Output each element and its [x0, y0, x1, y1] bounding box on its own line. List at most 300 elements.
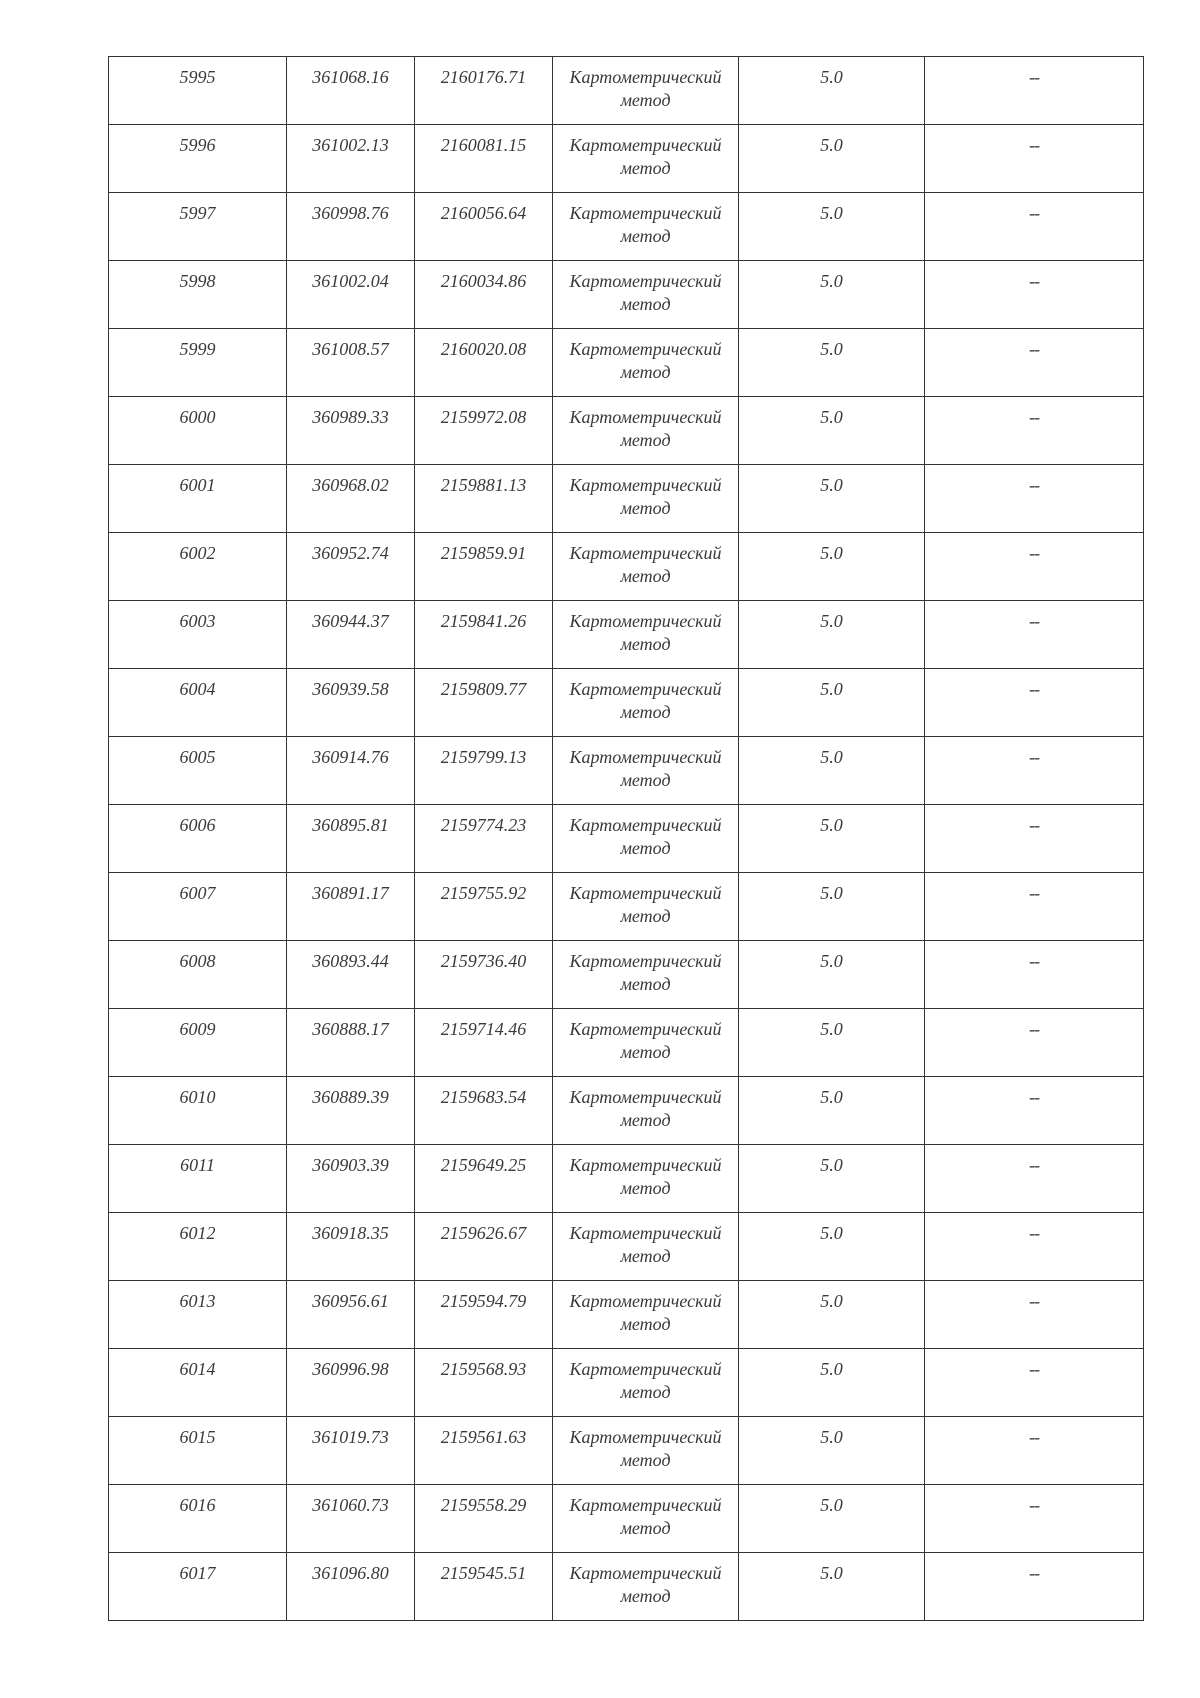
y-coordinate-cell-text: 2159736.40 — [440, 951, 527, 971]
y-coordinate-cell-text: 2159568.93 — [440, 1359, 527, 1379]
y-coordinate-cell-text: 2159626.67 — [440, 1223, 527, 1243]
accuracy-cell — [739, 601, 925, 669]
note-cell — [925, 397, 1144, 465]
y-coordinate-cell — [415, 737, 553, 805]
x-coordinate-cell-text: 360989.33 — [312, 407, 389, 427]
method-line-1: Картометрический — [569, 1291, 722, 1311]
method-line-1: Картометрический — [569, 1019, 722, 1039]
method-cell — [553, 1281, 739, 1349]
y-coordinate-cell-text: 2160056.64 — [440, 203, 527, 223]
point-number-cell-text: 6017 — [179, 1563, 216, 1583]
method-text — [553, 465, 738, 520]
note-cell-text: -- — [1029, 1019, 1039, 1039]
x-coordinate-cell — [287, 941, 415, 1009]
method-cell — [553, 261, 739, 329]
accuracy-cell — [739, 261, 925, 329]
method-line-1: Картометрический — [569, 611, 722, 631]
method-line-2: метод — [620, 1246, 671, 1266]
method-line-2: метод — [620, 158, 671, 178]
table-row — [109, 873, 1144, 941]
table-row — [109, 125, 1144, 193]
point-number-cell-text: 6016 — [179, 1495, 216, 1515]
method-line-1: Картометрический — [569, 951, 722, 971]
table-row — [109, 1553, 1144, 1621]
y-coordinate-cell-text: 2159561.63 — [440, 1427, 527, 1447]
note-cell — [925, 737, 1144, 805]
note-cell — [925, 1485, 1144, 1553]
method-cell — [553, 329, 739, 397]
method-line-1: Картометрический — [569, 135, 722, 155]
note-cell — [925, 1077, 1144, 1145]
table-row — [109, 737, 1144, 805]
point-number-cell — [109, 1009, 287, 1077]
table-row — [109, 1417, 1144, 1485]
note-cell — [925, 465, 1144, 533]
accuracy-cell-text: 5.0 — [820, 203, 843, 223]
note-cell-text: -- — [1029, 883, 1039, 903]
note-cell-text: -- — [1029, 135, 1039, 155]
point-number-cell-text: 5996 — [179, 135, 216, 155]
y-coordinate-cell — [415, 261, 553, 329]
y-coordinate-cell — [415, 1281, 553, 1349]
y-coordinate-cell-text: 2160176.71 — [440, 67, 527, 87]
note-cell — [925, 1349, 1144, 1417]
method-text — [553, 1417, 738, 1472]
accuracy-cell-text: 5.0 — [820, 1087, 843, 1107]
y-coordinate-cell — [415, 397, 553, 465]
y-coordinate-cell — [415, 57, 553, 125]
y-coordinate-cell-text: 2159649.25 — [440, 1155, 527, 1175]
point-number-cell-text: 6008 — [179, 951, 216, 971]
table-row — [109, 329, 1144, 397]
method-line-2: метод — [620, 838, 671, 858]
x-coordinate-cell — [287, 1009, 415, 1077]
note-cell — [925, 669, 1144, 737]
accuracy-cell — [739, 737, 925, 805]
x-coordinate-cell-text: 360888.17 — [312, 1019, 389, 1039]
note-cell-text: -- — [1029, 679, 1039, 699]
point-number-cell — [109, 805, 287, 873]
method-cell — [553, 1077, 739, 1145]
method-line-2: метод — [620, 226, 671, 246]
method-line-2: метод — [620, 498, 671, 518]
method-line-2: метод — [620, 430, 671, 450]
accuracy-cell-text: 5.0 — [820, 679, 843, 699]
method-text — [553, 261, 738, 316]
accuracy-cell-text: 5.0 — [820, 271, 843, 291]
method-cell — [553, 1349, 739, 1417]
note-cell-text: -- — [1029, 951, 1039, 971]
note-cell — [925, 873, 1144, 941]
y-coordinate-cell — [415, 125, 553, 193]
accuracy-cell-text: 5.0 — [820, 1019, 843, 1039]
table-row — [109, 1213, 1144, 1281]
x-coordinate-cell — [287, 533, 415, 601]
point-number-cell — [109, 669, 287, 737]
point-number-cell — [109, 125, 287, 193]
table-row — [109, 465, 1144, 533]
accuracy-cell-text: 5.0 — [820, 1427, 843, 1447]
method-cell — [553, 669, 739, 737]
note-cell — [925, 329, 1144, 397]
method-cell — [553, 1009, 739, 1077]
method-line-1: Картометрический — [569, 747, 722, 767]
note-cell — [925, 57, 1144, 125]
point-number-cell — [109, 465, 287, 533]
x-coordinate-cell — [287, 329, 415, 397]
x-coordinate-cell — [287, 601, 415, 669]
method-text — [553, 1077, 738, 1132]
accuracy-cell-text: 5.0 — [820, 475, 843, 495]
method-cell — [553, 737, 739, 805]
x-coordinate-cell-text: 361008.57 — [312, 339, 389, 359]
y-coordinate-cell — [415, 329, 553, 397]
note-cell-text: -- — [1029, 271, 1039, 291]
x-coordinate-cell-text: 360889.39 — [312, 1087, 389, 1107]
point-number-cell-text: 6003 — [179, 611, 216, 631]
method-text — [553, 57, 738, 112]
method-line-2: метод — [620, 702, 671, 722]
table-row — [109, 261, 1144, 329]
point-number-cell — [109, 57, 287, 125]
accuracy-cell-text: 5.0 — [820, 1291, 843, 1311]
note-cell-text: -- — [1029, 543, 1039, 563]
y-coordinate-cell — [415, 1145, 553, 1213]
note-cell — [925, 125, 1144, 193]
point-number-cell-text: 6009 — [179, 1019, 216, 1039]
accuracy-cell — [739, 1417, 925, 1485]
y-coordinate-cell-text: 2159809.77 — [440, 679, 527, 699]
method-text — [553, 1281, 738, 1336]
table-row — [109, 1485, 1144, 1553]
point-number-cell — [109, 1485, 287, 1553]
method-line-1: Картометрический — [569, 543, 722, 563]
accuracy-cell — [739, 669, 925, 737]
method-line-2: метод — [620, 770, 671, 790]
method-cell — [553, 397, 739, 465]
table-row — [109, 1349, 1144, 1417]
x-coordinate-cell — [287, 737, 415, 805]
x-coordinate-cell — [287, 1213, 415, 1281]
method-text — [553, 737, 738, 792]
x-coordinate-cell-text: 360952.74 — [312, 543, 389, 563]
note-cell-text: -- — [1029, 1359, 1039, 1379]
y-coordinate-cell-text: 2159799.13 — [440, 747, 527, 767]
point-number-cell-text: 6005 — [179, 747, 216, 767]
method-line-2: метод — [620, 1314, 671, 1334]
y-coordinate-cell-text: 2159558.29 — [440, 1495, 527, 1515]
method-cell — [553, 1417, 739, 1485]
x-coordinate-cell-text: 361002.04 — [312, 271, 389, 291]
point-number-cell — [109, 1213, 287, 1281]
note-cell — [925, 1553, 1144, 1621]
note-cell-text: -- — [1029, 747, 1039, 767]
y-coordinate-cell — [415, 1009, 553, 1077]
table-row — [109, 1145, 1144, 1213]
method-cell — [553, 873, 739, 941]
method-cell — [553, 465, 739, 533]
x-coordinate-cell-text: 361002.13 — [312, 135, 389, 155]
note-cell-text: -- — [1029, 1427, 1039, 1447]
y-coordinate-cell — [415, 669, 553, 737]
accuracy-cell — [739, 465, 925, 533]
accuracy-cell — [739, 1349, 925, 1417]
table-row — [109, 1009, 1144, 1077]
method-line-2: метод — [620, 566, 671, 586]
x-coordinate-cell — [287, 397, 415, 465]
point-number-cell — [109, 873, 287, 941]
accuracy-cell — [739, 1553, 925, 1621]
y-coordinate-cell-text: 2159881.13 — [440, 475, 527, 495]
x-coordinate-cell-text: 360903.39 — [312, 1155, 389, 1175]
table-row — [109, 941, 1144, 1009]
point-number-cell — [109, 193, 287, 261]
point-number-cell-text: 5999 — [179, 339, 216, 359]
note-cell-text: -- — [1029, 815, 1039, 835]
method-text — [553, 601, 738, 656]
note-cell-text: -- — [1029, 1223, 1039, 1243]
method-line-1: Картометрический — [569, 1359, 722, 1379]
y-coordinate-cell-text: 2159683.54 — [440, 1087, 527, 1107]
point-number-cell — [109, 1281, 287, 1349]
note-cell-text: -- — [1029, 67, 1039, 87]
table-row — [109, 669, 1144, 737]
accuracy-cell-text: 5.0 — [820, 611, 843, 631]
x-coordinate-cell — [287, 193, 415, 261]
table-row — [109, 57, 1144, 125]
note-cell — [925, 193, 1144, 261]
x-coordinate-cell — [287, 125, 415, 193]
x-coordinate-cell-text: 360968.02 — [312, 475, 389, 495]
x-coordinate-cell-text: 360895.81 — [312, 815, 389, 835]
point-number-cell — [109, 1417, 287, 1485]
x-coordinate-cell-text: 360893.44 — [312, 951, 389, 971]
x-coordinate-cell-text: 360891.17 — [312, 883, 389, 903]
y-coordinate-cell-text: 2159841.26 — [440, 611, 527, 631]
x-coordinate-cell — [287, 669, 415, 737]
method-text — [553, 533, 738, 588]
table-row — [109, 805, 1144, 873]
y-coordinate-cell — [415, 1077, 553, 1145]
point-number-cell-text: 6006 — [179, 815, 216, 835]
method-line-1: Картометрический — [569, 679, 722, 699]
accuracy-cell-text: 5.0 — [820, 339, 843, 359]
method-line-1: Картометрический — [569, 407, 722, 427]
accuracy-cell — [739, 397, 925, 465]
y-coordinate-cell-text: 2159594.79 — [440, 1291, 527, 1311]
method-cell — [553, 805, 739, 873]
x-coordinate-cell — [287, 1485, 415, 1553]
method-line-2: метод — [620, 974, 671, 994]
x-coordinate-cell — [287, 805, 415, 873]
y-coordinate-cell-text: 2160081.15 — [440, 135, 527, 155]
x-coordinate-cell — [287, 873, 415, 941]
y-coordinate-cell — [415, 1213, 553, 1281]
note-cell — [925, 1145, 1144, 1213]
point-number-cell-text: 6011 — [180, 1155, 215, 1175]
point-number-cell-text: 6010 — [179, 1087, 216, 1107]
method-line-2: метод — [620, 1450, 671, 1470]
note-cell-text: -- — [1029, 1495, 1039, 1515]
point-number-cell-text: 6002 — [179, 543, 216, 563]
method-line-1: Картометрический — [569, 67, 722, 87]
note-cell — [925, 533, 1144, 601]
table-row — [109, 601, 1144, 669]
x-coordinate-cell — [287, 1077, 415, 1145]
x-coordinate-cell — [287, 261, 415, 329]
note-cell — [925, 1281, 1144, 1349]
method-text — [553, 193, 738, 248]
coordinates-table-body — [109, 57, 1144, 1621]
note-cell-text: -- — [1029, 475, 1039, 495]
method-text — [553, 1213, 738, 1268]
y-coordinate-cell — [415, 1349, 553, 1417]
point-number-cell — [109, 737, 287, 805]
method-line-2: метод — [620, 634, 671, 654]
note-cell-text: -- — [1029, 339, 1039, 359]
x-coordinate-cell — [287, 1417, 415, 1485]
accuracy-cell-text: 5.0 — [820, 407, 843, 427]
table-row — [109, 1281, 1144, 1349]
x-coordinate-cell-text: 361019.73 — [312, 1427, 389, 1447]
point-number-cell — [109, 1145, 287, 1213]
accuracy-cell — [739, 873, 925, 941]
y-coordinate-cell-text: 2160034.86 — [440, 271, 527, 291]
method-line-1: Картометрический — [569, 1427, 722, 1447]
method-cell — [553, 193, 739, 261]
x-coordinate-cell-text: 361096.80 — [312, 1563, 389, 1583]
table-row — [109, 193, 1144, 261]
method-text — [553, 1485, 738, 1540]
method-line-1: Картометрический — [569, 883, 722, 903]
note-cell-text: -- — [1029, 1291, 1039, 1311]
note-cell-text: -- — [1029, 1087, 1039, 1107]
y-coordinate-cell — [415, 1485, 553, 1553]
method-cell — [553, 1145, 739, 1213]
y-coordinate-cell — [415, 941, 553, 1009]
accuracy-cell-text: 5.0 — [820, 543, 843, 563]
note-cell — [925, 941, 1144, 1009]
point-number-cell-text: 6000 — [179, 407, 216, 427]
y-coordinate-cell-text: 2159755.92 — [440, 883, 527, 903]
method-text — [553, 1145, 738, 1200]
x-coordinate-cell — [287, 57, 415, 125]
method-text — [553, 397, 738, 452]
accuracy-cell — [739, 1213, 925, 1281]
point-number-cell-text: 5997 — [179, 203, 216, 223]
y-coordinate-cell — [415, 601, 553, 669]
accuracy-cell — [739, 57, 925, 125]
method-text — [553, 873, 738, 928]
method-text — [553, 1009, 738, 1064]
y-coordinate-cell-text: 2160020.08 — [440, 339, 527, 359]
method-cell — [553, 1485, 739, 1553]
point-number-cell — [109, 1553, 287, 1621]
point-number-cell — [109, 329, 287, 397]
x-coordinate-cell — [287, 1553, 415, 1621]
method-line-2: метод — [620, 90, 671, 110]
method-text — [553, 669, 738, 724]
method-line-2: метод — [620, 1518, 671, 1538]
method-line-1: Картометрический — [569, 815, 722, 835]
y-coordinate-cell — [415, 873, 553, 941]
point-number-cell — [109, 601, 287, 669]
point-number-cell — [109, 1077, 287, 1145]
point-number-cell-text: 5995 — [179, 67, 216, 87]
accuracy-cell — [739, 805, 925, 873]
method-line-2: метод — [620, 906, 671, 926]
y-coordinate-cell-text: 2159774.23 — [440, 815, 527, 835]
method-cell — [553, 125, 739, 193]
x-coordinate-cell-text: 360998.76 — [312, 203, 389, 223]
x-coordinate-cell-text: 360996.98 — [312, 1359, 389, 1379]
point-number-cell — [109, 941, 287, 1009]
accuracy-cell-text: 5.0 — [820, 1495, 843, 1515]
coordinates-table — [108, 56, 1144, 1621]
accuracy-cell-text: 5.0 — [820, 135, 843, 155]
note-cell-text: -- — [1029, 1563, 1039, 1583]
point-number-cell — [109, 1349, 287, 1417]
method-text — [553, 1349, 738, 1404]
method-line-1: Картометрический — [569, 339, 722, 359]
note-cell — [925, 601, 1144, 669]
note-cell-text: -- — [1029, 203, 1039, 223]
y-coordinate-cell — [415, 465, 553, 533]
accuracy-cell — [739, 1077, 925, 1145]
y-coordinate-cell-text: 2159972.08 — [440, 407, 527, 427]
method-cell — [553, 941, 739, 1009]
method-line-1: Картометрический — [569, 203, 722, 223]
note-cell — [925, 1213, 1144, 1281]
point-number-cell-text: 6014 — [179, 1359, 216, 1379]
method-text — [553, 329, 738, 384]
point-number-cell — [109, 261, 287, 329]
note-cell-text: -- — [1029, 407, 1039, 427]
accuracy-cell — [739, 533, 925, 601]
point-number-cell-text: 6015 — [179, 1427, 216, 1447]
accuracy-cell — [739, 1145, 925, 1213]
accuracy-cell-text: 5.0 — [820, 1223, 843, 1243]
x-coordinate-cell-text: 360939.58 — [312, 679, 389, 699]
accuracy-cell — [739, 125, 925, 193]
accuracy-cell-text: 5.0 — [820, 951, 843, 971]
y-coordinate-cell — [415, 193, 553, 261]
point-number-cell-text: 6007 — [179, 883, 216, 903]
y-coordinate-cell — [415, 1553, 553, 1621]
y-coordinate-cell-text: 2159714.46 — [440, 1019, 527, 1039]
note-cell — [925, 1009, 1144, 1077]
accuracy-cell-text: 5.0 — [820, 67, 843, 87]
accuracy-cell — [739, 193, 925, 261]
accuracy-cell-text: 5.0 — [820, 815, 843, 835]
method-line-1: Картометрический — [569, 1223, 722, 1243]
x-coordinate-cell-text: 360956.61 — [312, 1291, 389, 1311]
x-coordinate-cell-text: 361068.16 — [312, 67, 389, 87]
note-cell — [925, 261, 1144, 329]
table-row — [109, 1077, 1144, 1145]
x-coordinate-cell-text: 360914.76 — [312, 747, 389, 767]
accuracy-cell — [739, 1485, 925, 1553]
method-cell — [553, 533, 739, 601]
x-coordinate-cell — [287, 1145, 415, 1213]
point-number-cell-text: 6013 — [179, 1291, 216, 1311]
method-line-2: метод — [620, 294, 671, 314]
x-coordinate-cell-text: 361060.73 — [312, 1495, 389, 1515]
method-line-2: метод — [620, 1382, 671, 1402]
method-line-1: Картометрический — [569, 1155, 722, 1175]
accuracy-cell — [739, 1281, 925, 1349]
note-cell — [925, 805, 1144, 873]
